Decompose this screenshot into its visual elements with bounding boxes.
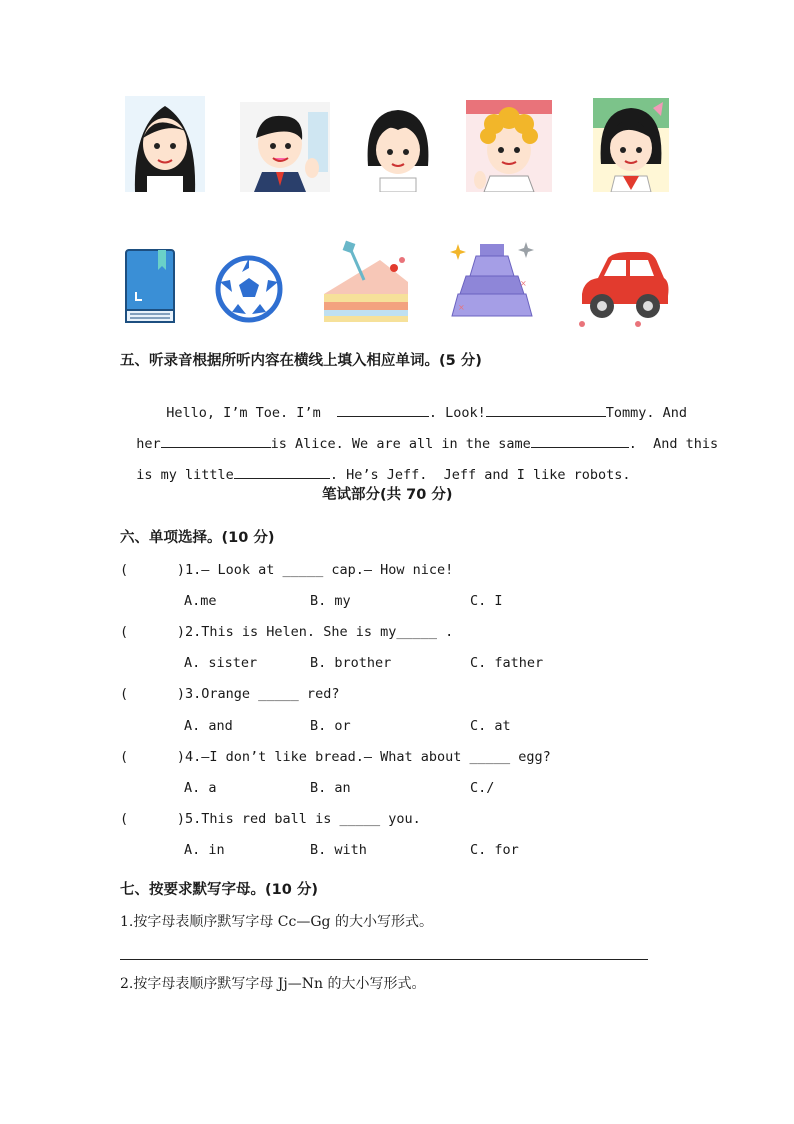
question-2-option-b[interactable]: B. brother bbox=[310, 655, 392, 671]
passage-text: is Alice. We are all in the same bbox=[270, 436, 531, 452]
question-1-stem: ( )1.— Look at _____ cap.— How nice! bbox=[120, 562, 454, 578]
question-1-option-b[interactable]: B. my bbox=[310, 593, 351, 609]
written-part-title: 笔试部分(共 70 分) bbox=[322, 487, 453, 503]
section5-title: 五、听录音根据所听内容在横线上填入相应单词。(5 分) bbox=[120, 353, 482, 369]
passage-line-3 bbox=[120, 446, 631, 484]
question-5-option-c[interactable]: C. for bbox=[470, 842, 519, 858]
question-2-option-a[interactable]: A. sister bbox=[184, 655, 258, 671]
question-5-stem: ( )5.This red ball is _____ you. bbox=[120, 811, 421, 827]
boy-curly-hair-icon bbox=[466, 100, 552, 192]
girl-long-hair-icon bbox=[125, 96, 205, 192]
passage-text: . Look! bbox=[428, 405, 486, 421]
car-icon bbox=[574, 246, 672, 328]
question-3-option-b[interactable]: B. or bbox=[310, 718, 351, 734]
book-icon bbox=[122, 246, 178, 326]
question-4-stem: ( )4.—I don’t like bread.— What about _____ egg? bbox=[120, 749, 551, 765]
question-3-option-c[interactable]: C. at bbox=[470, 718, 511, 734]
question-2-stem: ( )2.This is Helen. She is my_____ . bbox=[120, 624, 454, 640]
passage-text: is my little bbox=[136, 467, 234, 483]
passage-text: Tommy. And bbox=[605, 405, 688, 421]
question-5-option-b[interactable]: B. with bbox=[310, 842, 367, 858]
answer-blank[interactable] bbox=[234, 464, 330, 479]
svg-text:×: × bbox=[458, 303, 465, 312]
dress-icon bbox=[448, 240, 536, 326]
question-4-option-a[interactable]: A. a bbox=[184, 780, 217, 796]
question-1-option-c[interactable]: C. I bbox=[470, 593, 503, 609]
question-2-option-c[interactable]: C. father bbox=[470, 655, 544, 671]
section6-title: 六、单项选择。(10 分) bbox=[120, 530, 275, 546]
object-row bbox=[0, 240, 794, 330]
ball-icon bbox=[214, 254, 284, 324]
cake-icon bbox=[320, 240, 412, 326]
girl-short-hair-icon bbox=[360, 102, 436, 192]
question-3-stem: ( )3.Orange _____ red? bbox=[120, 686, 340, 702]
section7-item-2: 2.按字母表顺序默写字母 Jj—Nn 的大小写形式。 bbox=[120, 976, 426, 992]
portrait-row bbox=[0, 96, 794, 196]
answer-line[interactable] bbox=[120, 959, 648, 960]
question-3-option-a[interactable]: A. and bbox=[184, 718, 233, 734]
passage-text: . He’s Jeff. Jeff and I like robots. bbox=[329, 467, 631, 483]
question-5-option-a[interactable]: A. in bbox=[184, 842, 225, 858]
section7-title: 七、按要求默写字母。(10 分) bbox=[120, 882, 318, 898]
question-4-option-b[interactable]: B. an bbox=[310, 780, 351, 796]
passage-text: . And this bbox=[628, 436, 719, 452]
section7-item-1: 1.按字母表顺序默写字母 Cc—Gg 的大小写形式。 bbox=[120, 914, 433, 930]
passage-text: her bbox=[136, 436, 161, 452]
passage-text: Hello, I’m Toe. I’m bbox=[166, 405, 329, 421]
boy-waving-icon bbox=[240, 102, 330, 192]
question-4-option-c[interactable]: C./ bbox=[470, 780, 495, 796]
girl-red-scarf-icon bbox=[593, 98, 669, 192]
svg-text:×: × bbox=[520, 279, 527, 288]
question-1-option-a[interactable]: A.me bbox=[184, 593, 217, 609]
